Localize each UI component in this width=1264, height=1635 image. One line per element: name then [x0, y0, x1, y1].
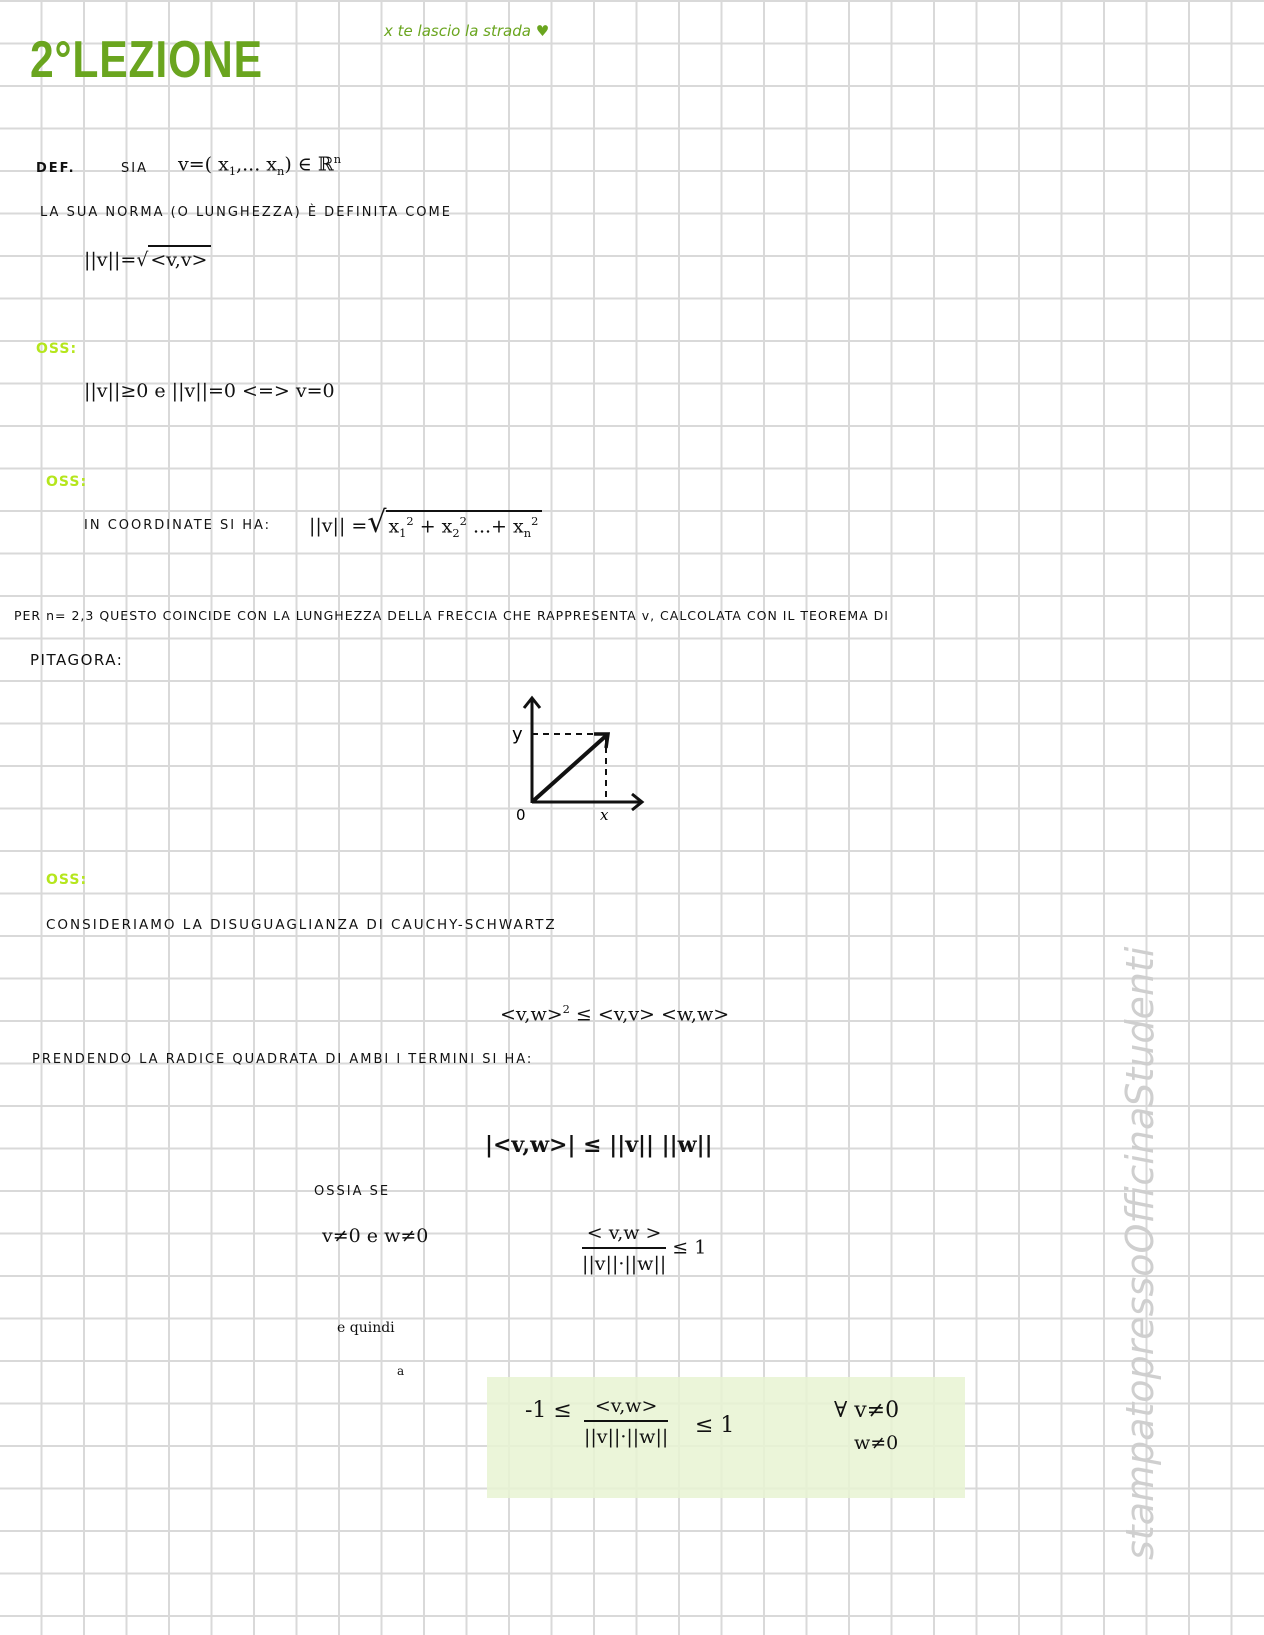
y-label: y — [512, 724, 523, 745]
abs-inequality: |<v,w>| ≤ ||v|| ||w|| — [485, 1132, 713, 1158]
vector-arrow — [532, 734, 608, 802]
pythagoras-line2: PITAGORA: — [30, 651, 124, 669]
origin-label: 0 — [516, 806, 526, 824]
stray-mark: a — [397, 1364, 405, 1378]
oss-label-3: OSS: — [46, 872, 88, 888]
result-fraction: $\frac{<v,w>}{||v||\cdot||w||}$ — [584, 1395, 669, 1448]
result-right: ≤ 1 — [695, 1413, 735, 1438]
heart-icon: ♥ — [535, 22, 550, 40]
nonzero-conditions: v≠0 e w≠0 — [322, 1225, 429, 1247]
oss1-formula: ||v||≥0 e ||v||=0 <=> v=0 — [84, 380, 335, 402]
cauchy-text: CONSIDERIAMO LA DISUGUAGLIANZA DI CAUCHY-SCHWARTZ — [46, 917, 557, 933]
norm-formula: ||v||=√ <v,v> — [84, 245, 211, 271]
def-vector: v=( $x_1$,... $x_n$) ∈ ℝ$^n$ — [178, 152, 342, 179]
e-quindi: e quindi — [337, 1320, 395, 1336]
norm-text: LA SUA NORMA (O LUNGHEZZA) È DEFINITA COME — [40, 205, 452, 220]
ratio-fraction: $\frac{< v,w >}{||v||\cdot||w||}$ ≤ 1 — [582, 1222, 707, 1275]
def-label: DEF. — [36, 161, 76, 176]
ossia-text: OSSIA SE — [314, 1184, 391, 1199]
oss-label-1: OSS: — [36, 341, 78, 357]
tagline-text: x te lascio la strada — [384, 22, 531, 40]
oss2-formula: ||v|| =√ $x_1^2 + x_2^2$ ...+ $x_n^2$ — [309, 505, 542, 540]
def-sia: SIA — [121, 161, 148, 176]
result-w-cond: w≠0 — [854, 1432, 899, 1454]
oss-label-2: OSS: — [46, 474, 88, 490]
watermark: stampatopressoOfficinaStudenti — [1118, 946, 1162, 1560]
tagline — [384, 22, 549, 40]
cauchy-inequality: <v,w>$^2$ ≤ <v,v> <w,w> — [500, 1002, 730, 1026]
x-label: x — [600, 806, 609, 824]
pythagoras-line: PER n= 2,3 QUESTO COINCIDE CON LA LUNGHEZZA DELLA FRECCIA CHE RAPPRESENTA v, CALCOLATA CON IL TEOREMA DI — [14, 608, 889, 623]
result-left: -1 ≤ — [525, 1398, 572, 1423]
oss2-text: IN COORDINATE SI HA: — [84, 518, 272, 533]
result-forall: ∀ v≠0 — [834, 1398, 900, 1423]
page-title: 2°LEZIONE — [30, 31, 263, 89]
root-text: PRENDENDO LA RADICE QUADRATA DI AMBI I TERMINI SI HA: — [32, 1052, 534, 1067]
vector-diagram — [500, 690, 660, 825]
